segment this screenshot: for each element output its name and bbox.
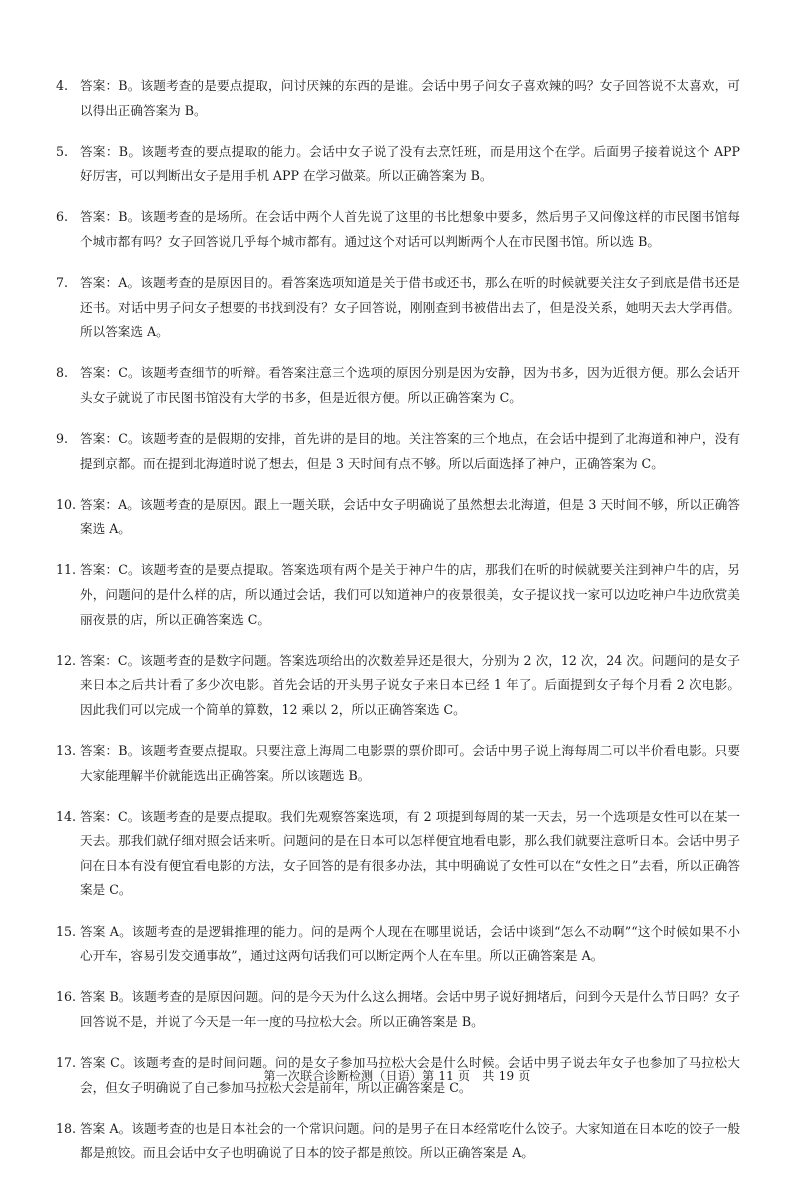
answer-explanation: 答案：B。该题考查的要点提取的能力。会话中女子说了没有去烹饪班，而是用这个在学。后面男子接着说这个 APP 好厉害，可以判断出女子是用手机 APP 在学习做菜。所以正确答案为 B。	[80, 143, 740, 184]
answer-explanation: 答案：A。该题考查的是原因目的。看答案选项知道是关于借书或还书，那么在听的时候就要关注女子到底是借书还是还书。对话中男子问女子想要的书找到没有？女子回答说，刚刚查到书被借出去了，但是没关系，她明天去大学再借。所以答案选 A。	[80, 275, 740, 340]
answer-item	[56, 271, 740, 345]
answer-number: 7.	[56, 275, 69, 291]
answer-explanation: 答案 C。该题考查的是时间问题。问的是女子参加马拉松大会是什么时候。会话中男子说去年女子也参加了马拉松大会，但女子明确说了自己参加马拉松大会是前年，所以正确答案是 C。	[80, 1054, 740, 1095]
answer-number: 14.	[56, 808, 77, 824]
answer-number: 11.	[56, 562, 77, 578]
answer-number: 8.	[56, 365, 69, 381]
answer-item	[56, 74, 740, 123]
answer-number: 10.	[56, 496, 77, 512]
answer-explanation: 答案：B。该题考查要点提取。只要注意上海周二电影票的票价即可。会话中男子说上海每周二可以半价看电影。只要大家能理解半价就能选出正确答案。所以该题选 B。	[80, 742, 740, 783]
answer-item	[56, 805, 740, 903]
answer-number: 5.	[56, 143, 69, 159]
answer-item	[56, 361, 740, 410]
answer-number: 18.	[56, 1120, 77, 1136]
answer-item	[56, 649, 740, 723]
answer-item	[56, 493, 740, 542]
answer-item	[56, 985, 740, 1034]
answer-explanation: 答案：B。该题考查的是要点提取，问讨厌辣的东西的是谁。会话中男子问女子喜欢辣的吗？女子回答说不太喜欢，可以得出正确答案为 B。	[80, 78, 740, 118]
answer-item	[56, 920, 740, 969]
answer-number: 6.	[56, 209, 69, 225]
answer-explanation: 答案：C。该题考查的是要点提取。答案选项有两个是关于神户牛的店，那我们在听的时候就要关注到神户牛的店，另外，问题问的是什么样的店，所以通过会话，我们可以知道神户的夜景很美，女子提议找一家可以边吃神户牛边欣赏美丽夜景的店，所以正确答案选 C。	[80, 562, 740, 627]
answer-number: 9.	[56, 431, 69, 447]
answer-explanation: 答案：C。该题考查细节的听辩。看答案注意三个选项的原因分别是因为安静，因为书多，因为近很方便。那么会话开头女子就说了市民图书馆没有大学的书多，但是近很方便。所以正确答案为 C。	[80, 365, 740, 405]
answer-explanation: 答案 B。该题考查的是原因问题。问的是今天为什么这么拥堵。会话中男子说好拥堵后，问到今天是什么节日吗？女子回答说不是，并说了今天是一年一度的马拉松大会。所以正确答案是 B。	[80, 989, 740, 1029]
answer-item	[56, 739, 740, 788]
answer-item	[56, 558, 740, 632]
answer-number: 16.	[56, 989, 77, 1005]
answer-number: 4.	[56, 78, 69, 93]
answer-explanation: 答案：B。该题考查的是场所。在会话中两个人首先说了这里的书比想象中要多，然后男子又问像这样的市民图书馆每个城市都有吗？女子回答说几乎每个城市都有。通过这个对话可以判断两个人在市民图书馆。所以选 B。	[80, 209, 740, 249]
answer-number: 12.	[56, 652, 77, 668]
answer-list	[56, 74, 740, 1182]
answer-explanation: 答案：C。该题考查的是假期的安排，首先讲的是目的地。关注答案的三个地点，在会话中提到了北海道和神户，没有提到京都。而在提到北海道时说了想去，但是 3 天时间有点不够。所以后面选择了神户，正确答案为 C。	[80, 431, 740, 471]
answer-explanation: 答案 A。该题考查的是逻辑推理的能力。问的是两个人现在在哪里说话，会话中谈到“怎么不动啊”“这个时候如果不小心开车，容易引发交通事故”，通过这两句话我们可以断定两个人在车里。所以正确答案是 A。	[80, 923, 740, 964]
answer-explanation: 答案：C。该题考查的是要点提取。我们先观察答案选项，有 2 项提到每周的某一天去，另一个选项是女性可以在某一天去。那我们就仔细对照会话来听。问题问的是在日本可以怎样便宜地看电影，那么我们就要注意听日本。会话中男子问在日本有没有便宜看电影的方法，女子回答的是有很多办法，其中明确说了女性可以在“女性之日”去看，所以正确答案是 C。	[80, 808, 740, 898]
answer-number: 17.	[56, 1054, 77, 1070]
answer-number: 13.	[56, 742, 77, 758]
answer-explanation: 答案 A。该题考查的也是日本社会的一个常识问题。问的是男子在日本经常吃什么饺子。大家知道在日本吃的饺子一般都是煎饺。而且会话中女子也明确说了日本的饺子都是煎饺。所以正确答案是 A。	[80, 1120, 740, 1161]
answer-item	[56, 205, 740, 254]
answer-number: 15.	[56, 923, 77, 939]
answer-item	[56, 1117, 740, 1166]
answer-explanation: 答案：C。该题考查的是数字问题。答案选项给出的次数差异还是很大，分别为 2 次，12 次，24 次。问题问的是女子来日本之后共计看了多少次电影。首先会话的开头男子说女子来日本已经 1 年了。后面提到女子每个月看 2 次电影。因此我们可以完成一个简单的算数，12 乘以 2，所以正确答案选 C。	[80, 652, 740, 717]
answer-explanation: 答案：A。该题考查的是原因。跟上一题关联，会话中女子明确说了虽然想去北海道，但是 3 天时间不够，所以正确答案选 A。	[80, 496, 740, 537]
answer-item	[56, 427, 740, 476]
answer-item	[56, 140, 740, 189]
page-footer: 第一次联合诊断检测（日语）第 11 页 共 19 页	[263, 1069, 531, 1083]
